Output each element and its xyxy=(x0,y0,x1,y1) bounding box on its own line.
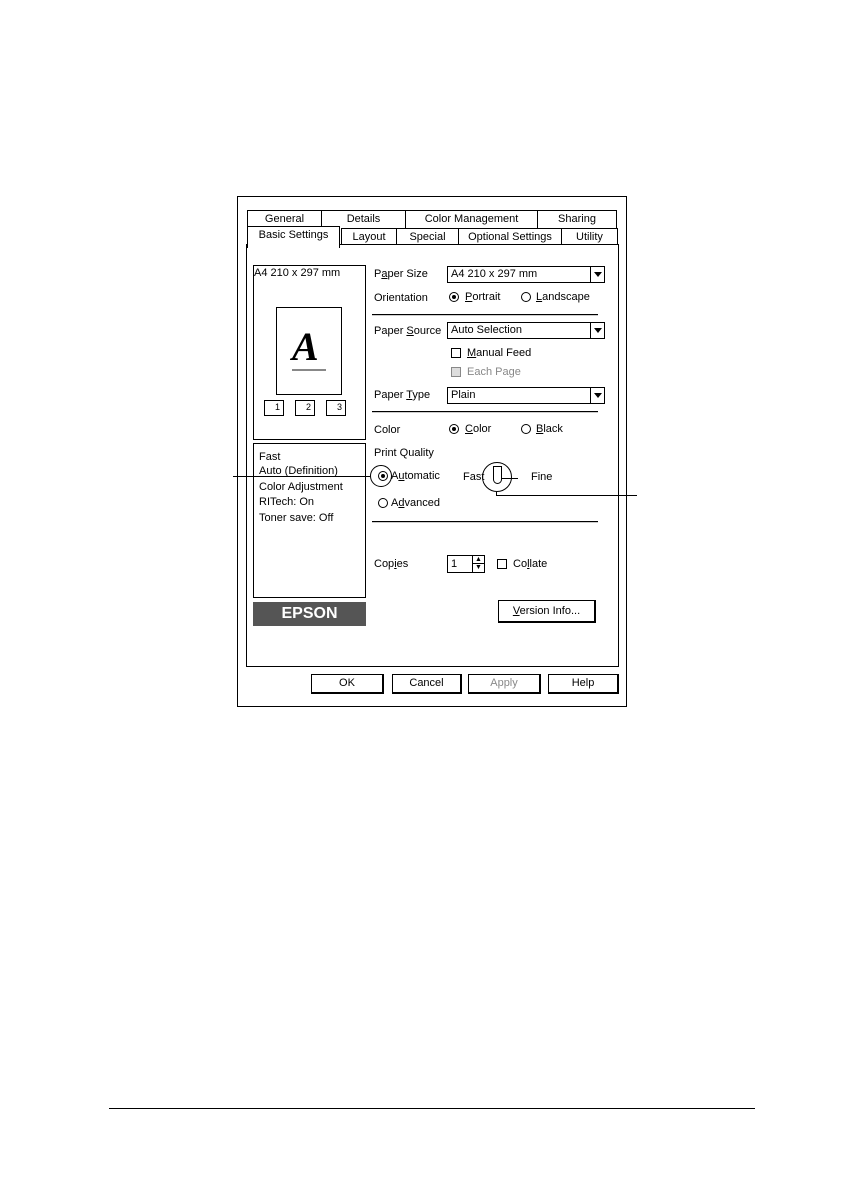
help-button[interactable]: Help xyxy=(548,674,619,694)
summary-line: Auto (Definition) xyxy=(259,465,338,477)
summary-line: Toner save: Off xyxy=(259,512,334,524)
tab-label: Optional Settings xyxy=(468,231,552,243)
paper-size-value: A4 210 x 297 mm xyxy=(451,268,538,280)
quality-fine-label: Fine xyxy=(531,471,553,483)
tab-basic-settings[interactable] xyxy=(247,226,340,248)
automatic-label[interactable]: Automatic xyxy=(391,470,440,482)
tab-label: Details xyxy=(346,213,381,225)
collate-page-number: 1 xyxy=(275,402,281,412)
advanced-label[interactable]: Advanced xyxy=(391,497,440,509)
paper-type-label: Paper Type xyxy=(374,389,431,401)
epson-logo: EPSON xyxy=(253,602,366,626)
tab-label: Color Management xyxy=(424,213,519,225)
paper-source-label: Paper Source xyxy=(374,325,442,337)
tab-label: Utility xyxy=(576,231,603,243)
print-quality-label: Print Quality xyxy=(374,447,434,459)
color-option-label[interactable]: Color xyxy=(465,423,492,435)
summary-line: Fast xyxy=(259,451,281,463)
spin-up-icon[interactable]: ▲ xyxy=(472,556,484,564)
black-option-label[interactable]: Black xyxy=(536,423,563,435)
paper-size-label: Paper Size xyxy=(374,268,428,280)
version-info-button[interactable]: Version Info... xyxy=(498,600,596,623)
collate-page-number: 2 xyxy=(306,402,312,412)
tab-color-management[interactable] xyxy=(405,210,538,229)
ok-button[interactable]: OK xyxy=(311,674,384,694)
paper-source-value: Auto Selection xyxy=(451,324,522,336)
each-page-label: Each Page xyxy=(467,366,521,378)
copies-value: 1 xyxy=(451,558,458,570)
preview-paper-label: A4 210 x 297 mm xyxy=(254,267,341,279)
portrait-label[interactable]: Portrait xyxy=(465,291,501,303)
summary-line: RITech: On xyxy=(259,496,315,508)
tab-label: Sharing xyxy=(558,213,596,225)
landscape-label[interactable]: Landscape xyxy=(536,291,590,303)
tab-label: Basic Settings xyxy=(258,229,329,241)
collate-label[interactable]: Collate xyxy=(513,558,548,570)
apply-button[interactable]: Apply xyxy=(468,674,541,694)
orientation-label: Orientation xyxy=(374,292,428,304)
spin-down-icon[interactable]: ▼ xyxy=(472,564,484,572)
cancel-button[interactable]: Cancel xyxy=(392,674,462,694)
summary-line: Color Adjustment xyxy=(259,481,343,493)
page-preview-letter: A xyxy=(292,324,319,369)
tab-label: Special xyxy=(409,231,446,243)
copies-label: Copies xyxy=(374,558,409,570)
collate-page-number: 3 xyxy=(337,402,343,412)
manual-feed-label[interactable]: Manual Feed xyxy=(467,347,532,359)
tab-label: Layout xyxy=(352,231,386,243)
paper-preview xyxy=(253,265,366,440)
paper-type-value: Plain xyxy=(451,389,476,401)
settings-summary xyxy=(253,443,366,598)
footer-rule xyxy=(109,1108,755,1109)
collate-page-icon xyxy=(264,400,284,416)
page-preview-bar xyxy=(292,369,326,371)
color-label: Color xyxy=(374,424,401,436)
page-preview-sheet xyxy=(276,307,342,395)
collate-page-icon xyxy=(295,400,315,416)
quality-fast-label: Fast xyxy=(463,471,485,483)
tab-label: General xyxy=(264,213,305,225)
tab-sharing[interactable] xyxy=(537,210,617,229)
collate-page-icon xyxy=(326,400,346,416)
